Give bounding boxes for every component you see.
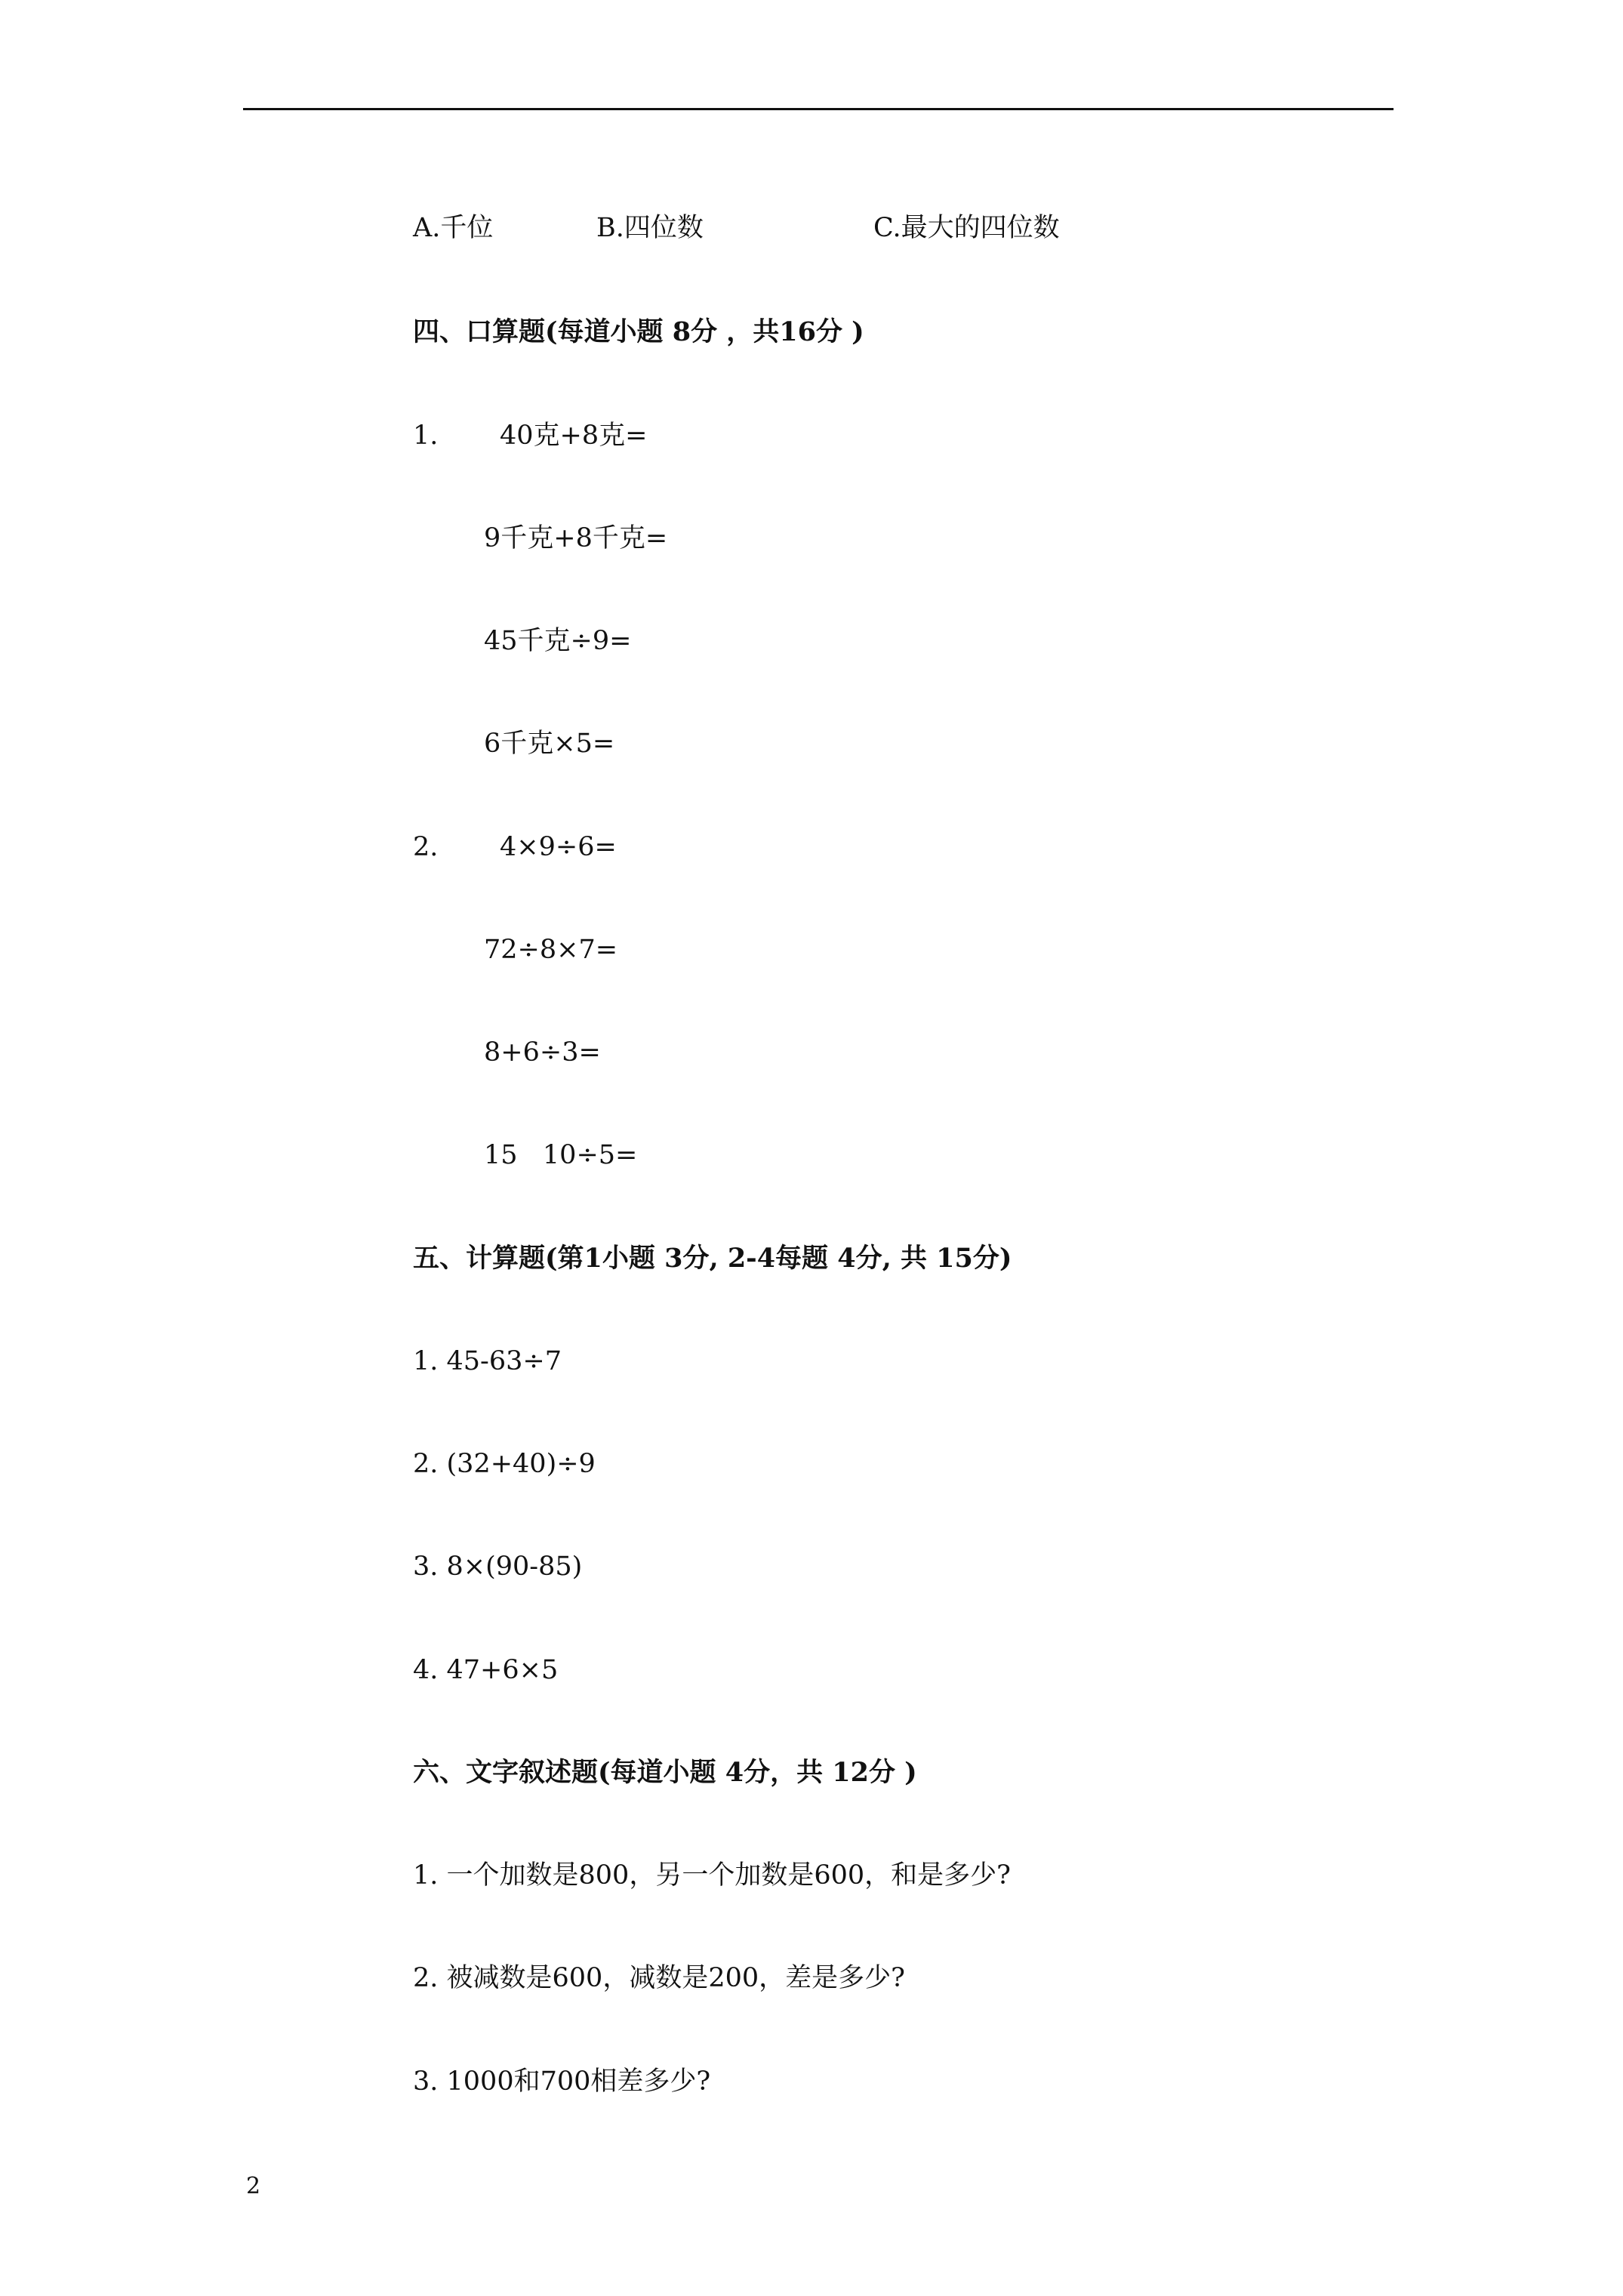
q2-item-3: 8+6÷3= [484, 1037, 601, 1068]
section5-heading: 五、计算题(第1小题 3分, 2-4每题 4分, 共 15分) [413, 1243, 1012, 1274]
q1-item-2: 9千克+8千克= [484, 523, 668, 553]
section5-item-4: 4. 47+6×5 [413, 1655, 559, 1685]
option-b: B.四位数 [596, 213, 704, 243]
option-c: C.最大的四位数 [873, 213, 1060, 243]
option-a: A.千位 [413, 213, 494, 243]
section6-item-3: 3. 1000和700相差多少? [413, 2066, 711, 2097]
q2-item-4: 15 10÷5= [484, 1140, 638, 1170]
section6-heading: 六、文字叙述题(每道小题 4分，共 12分 ) [413, 1757, 917, 1788]
section5-item-2: 2. (32+40)÷9 [413, 1449, 596, 1479]
section4-heading: 四、口算题(每道小题 8分 ，共16分 ) [413, 316, 864, 347]
section5-item-1: 1. 45-63÷7 [413, 1346, 562, 1376]
section6-item-2: 2. 被减数是600，减数是200，差是多少? [413, 1963, 905, 1993]
page-number: 2 [246, 2173, 261, 2199]
q2-item-1: 4×9÷6= [500, 832, 617, 862]
q1-item-4: 6千克×5= [484, 729, 615, 759]
section5-item-3: 3. 8×(90-85) [413, 1552, 583, 1582]
section6-item-1: 1. 一个加数是800，另一个加数是600，和是多少? [413, 1860, 1011, 1891]
q1-item-1: 40克+8克= [500, 421, 648, 451]
header-rule [243, 108, 1394, 110]
q2-item-2: 72÷8×7= [484, 935, 618, 965]
q2-number: 2. [413, 832, 439, 862]
q1-number: 1. [413, 421, 439, 451]
q1-item-3: 45千克÷9= [484, 626, 632, 656]
